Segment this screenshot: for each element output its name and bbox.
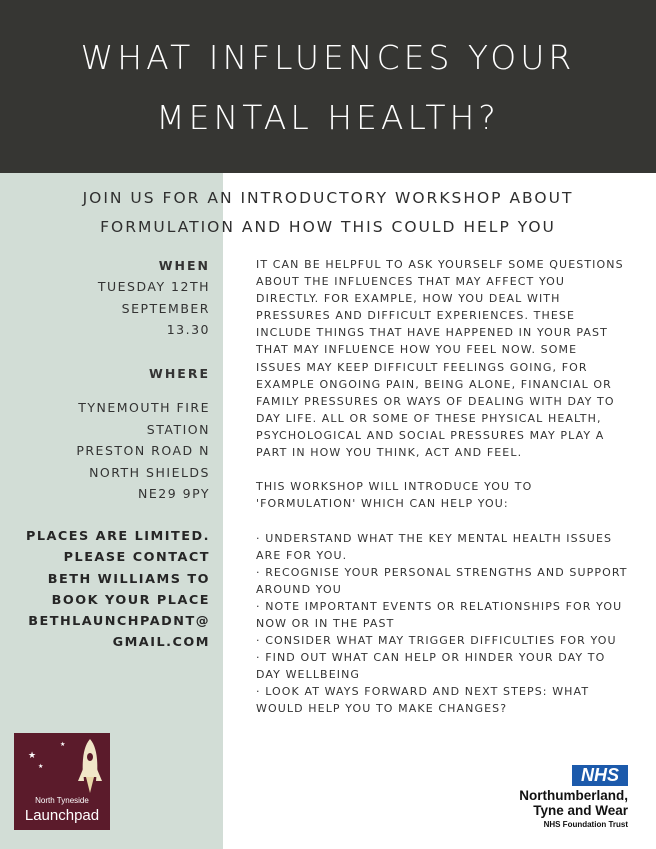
when-heading: WHEN [158,258,210,273]
spacer [256,512,641,529]
bullet-line: · LOOK AT WAYS FORWARD AND NEXT STEPS: WHAT [256,685,590,699]
booking-line: BOOK YOUR PLACE [51,592,210,608]
where-line: PRESTON ROAD N [76,443,210,459]
bullet-line: ARE FOR YOU. [256,548,348,562]
nhs-badge: NHS [572,765,628,786]
subtitle-line-2: FORMULATION AND HOW THIS COULD HELP YOU [100,218,556,236]
trust-name-line: Tyne and Wear [533,803,628,818]
intro-line: ABOUT THE INFLUENCES THAT MAY AFFECT YOU [256,275,566,289]
intro-line: PART IN HOW YOU THINK, ACT AND FEEL. [256,446,523,460]
spacer [256,461,641,478]
star-icon: ★ [28,751,37,761]
intro-line: ISSUES MAY KEEP DIFFICULT FEELINGS GOING, FOR [256,360,588,374]
booking-info [26,526,210,654]
bullet-line: · NOTE IMPORTANT EVENTS OR RELATIONSHIPS FOR YOU [256,599,623,613]
bullet-line: NOW OR IN THE PAST [256,616,395,630]
trust-type-line: NHS Foundation Trust [543,820,628,829]
body-text [256,256,641,718]
intro-line: PRESSURES AND DIFFICULT EXPERIENCES. THESE [256,309,576,323]
bullet-line: DAY WELLBEING [256,668,361,682]
intro-line: THAT MAY INFLUENCE HOW YOU FEEL NOW. SOME [256,343,578,357]
contact-email-line: GMAIL.COM [112,635,210,651]
header-banner [0,0,656,173]
subtitle-line-1: JOIN US FOR AN INTRODUCTORY WORKSHOP ABOUT [82,189,574,207]
logo-small-text: North Tyneside [35,796,89,805]
intro-line: IT CAN BE HELPFUL TO ASK YOURSELF SOME QUESTIONS [256,258,624,271]
where-line: STATION [146,421,210,437]
workshop-line: THIS WORKSHOP WILL INTRODUCE YOU TO [256,480,533,494]
when-section [98,255,210,341]
booking-line: PLEASE CONTACT [63,550,210,566]
bullet-line: · CONSIDER WHAT MAY TRIGGER DIFFICULTIES FOR YOU [256,634,617,648]
where-line: TYNEMOUTH FIRE [78,400,210,416]
booking-line: BETH WILLIAMS TO [47,571,210,587]
intro-line: DIRECTLY. FOR EXAMPLE, HOW YOU DEAL WITH [256,292,561,306]
bullet-line: · UNDERSTAND WHAT THE KEY MENTAL HEALTH ISSUES [256,531,613,545]
where-line: NORTH SHIELDS [89,464,210,480]
star-icon: ★ [60,741,66,748]
trust-name-line: Northumberland, [519,788,628,803]
where-heading: WHERE [149,366,210,381]
intro-line: FAMILY PRESSURES OR WAYS OF DEALING WITH DAY TO [256,394,615,408]
page-title-line-2: MENTAL HEALTH? [156,98,500,137]
star-icon: ★ [38,763,44,770]
logo-main-text: Launchpad [24,807,100,824]
launchpad-logo [14,733,110,830]
workshop-line: 'FORMULATION' WHICH CAN HELP YOU: [256,497,509,511]
bullet-line: AROUND YOU [256,582,342,596]
intro-line: DAY LIFE. ALL OR SOME OF THESE PHYSICAL HEALTH, [256,411,602,425]
contact-email-line: BETHLAUNCHPADNT@ [28,614,210,630]
bullet-line: WOULD HELP YOU TO MAKE CHANGES? [256,702,508,716]
bullet-line: · FIND OUT WHAT CAN HELP OR HINDER YOUR DAY TO [256,651,606,665]
where-section [76,363,210,504]
when-line: TUESDAY 12TH [97,279,210,295]
page-title-line-1: WHAT INFLUENCES YOUR [80,38,576,77]
bullet-line: · RECOGNISE YOUR PERSONAL STRENGTHS AND SUPPORT [256,565,628,579]
when-line: SEPTEMBER [121,300,210,316]
intro-line: INCLUDE THINGS THAT HAVE HAPPENED IN YOUR PAST [256,326,608,340]
intro-line: PSYCHOLOGICAL AND SOCIAL PRESSURES MAY PLAY A [256,428,605,442]
booking-line: PLACES ARE LIMITED. [25,529,210,544]
where-line: NE29 9PY [138,485,210,501]
intro-line: EXAMPLE ONGOING PAIN, BEING ALONE, FINANCIAL OR [256,377,612,391]
rocket-icon [76,737,104,797]
when-line: 13.30 [166,322,210,338]
